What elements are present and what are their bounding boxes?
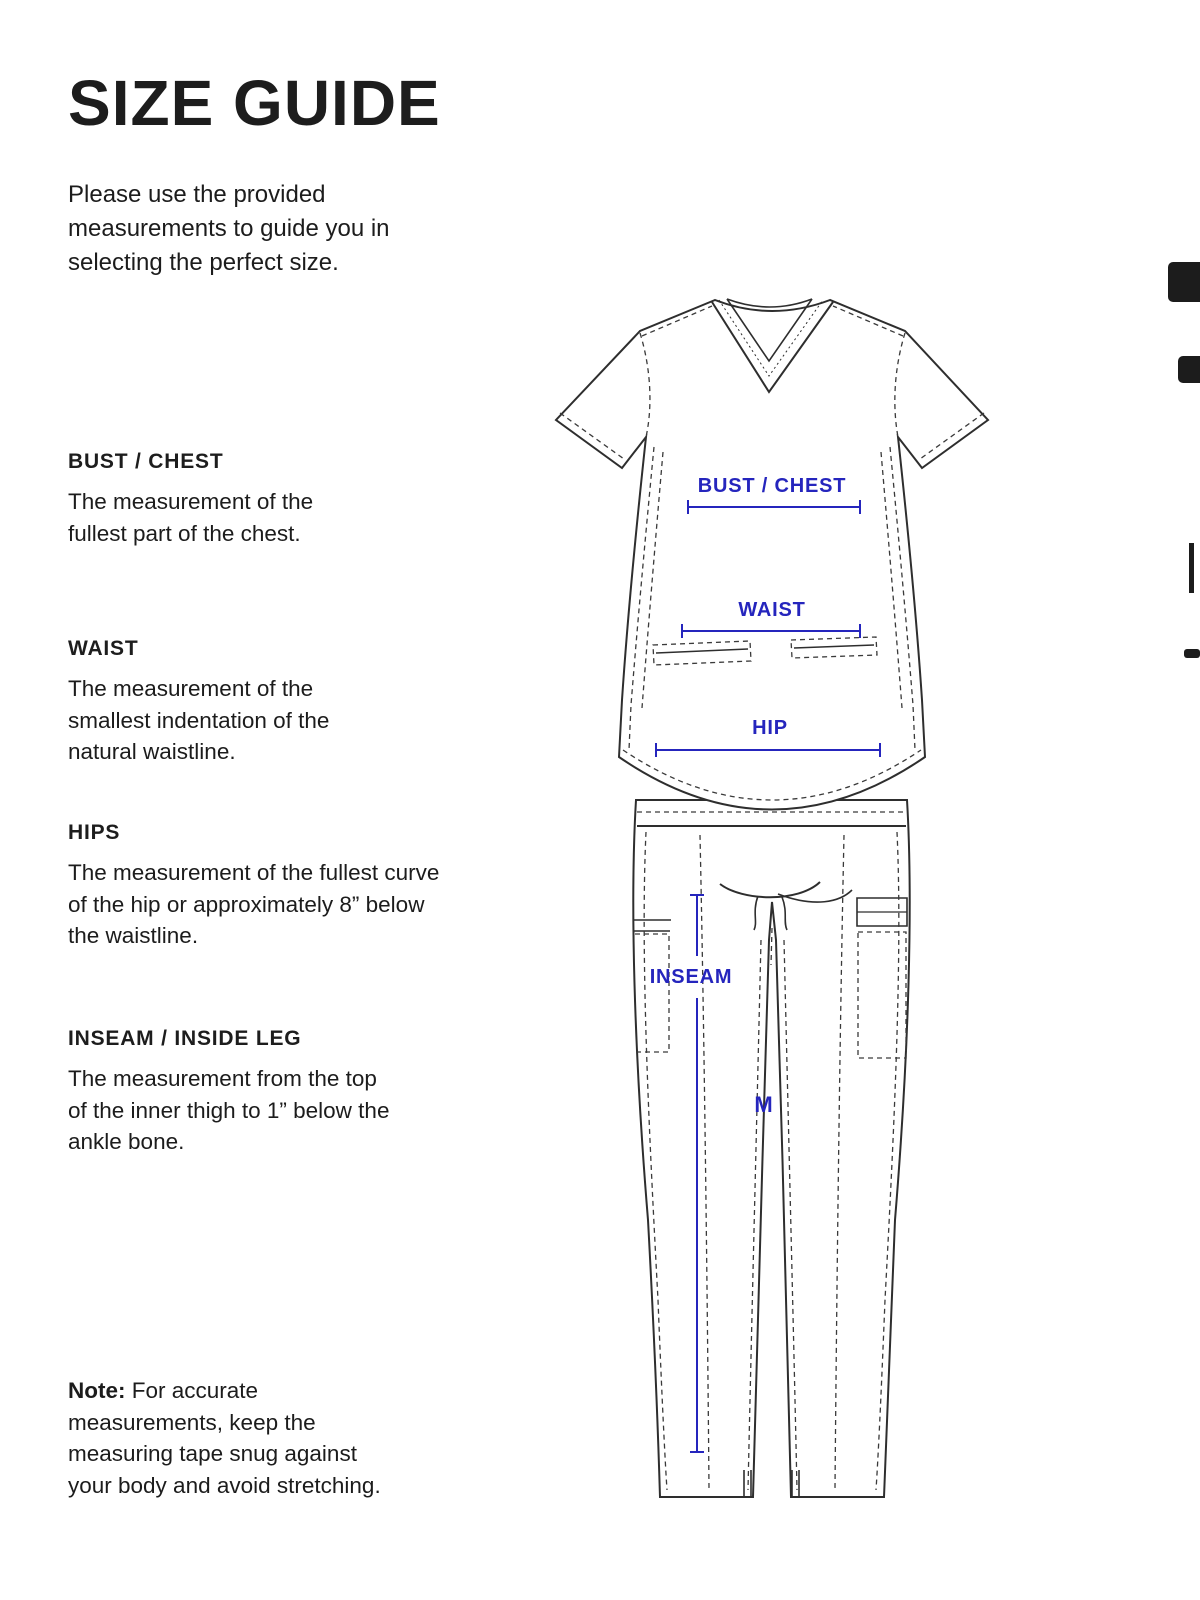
note-label: Note: — [68, 1378, 126, 1403]
section-waist — [68, 637, 378, 768]
garment-diagram — [540, 280, 1010, 1530]
hip-measure-label: HIP — [752, 717, 788, 739]
section-hips — [68, 821, 453, 952]
intro-text: Please use the provided measurements to guide you in selecting the perfect size. — [68, 181, 390, 277]
inseam-measure-label: INSEAM — [649, 966, 733, 988]
section-bust-chest — [68, 450, 363, 549]
section-heading-waist: WAIST — [68, 637, 139, 660]
section-body-hips: The measurement of the fullest curve of the hip or approximately 8” below the waistline. — [68, 860, 440, 948]
section-heading-inseam: INSEAM / INSIDE LEG — [68, 1027, 302, 1050]
page-title: SIZE GUIDE — [68, 67, 441, 139]
section-heading-hips: HIPS — [68, 821, 121, 844]
note-text — [68, 1375, 406, 1501]
section-body-inseam: The measurement from the top of the inner thigh to 1” below the ankle bone. — [68, 1066, 390, 1154]
note-body: For accurate measurements, keep the measuring tape snug against your body and avoid stretching. — [68, 1378, 381, 1498]
waist-measure-label: WAIST — [738, 599, 806, 621]
bust-measure-label: BUST / CHEST — [697, 475, 847, 497]
cropped-edge-artifact — [1178, 356, 1200, 383]
size-letter-label: M — [754, 1092, 774, 1117]
section-inseam — [68, 1027, 398, 1158]
section-body-bust: The measurement of the fullest part of the chest. — [68, 489, 314, 546]
section-heading-bust: BUST / CHEST — [68, 450, 224, 473]
cropped-edge-artifact — [1184, 649, 1200, 658]
section-body-waist: The measurement of the smallest indentation of the natural waistline. — [68, 676, 330, 764]
cropped-edge-artifact — [1189, 543, 1194, 593]
cropped-edge-artifact — [1168, 262, 1200, 302]
